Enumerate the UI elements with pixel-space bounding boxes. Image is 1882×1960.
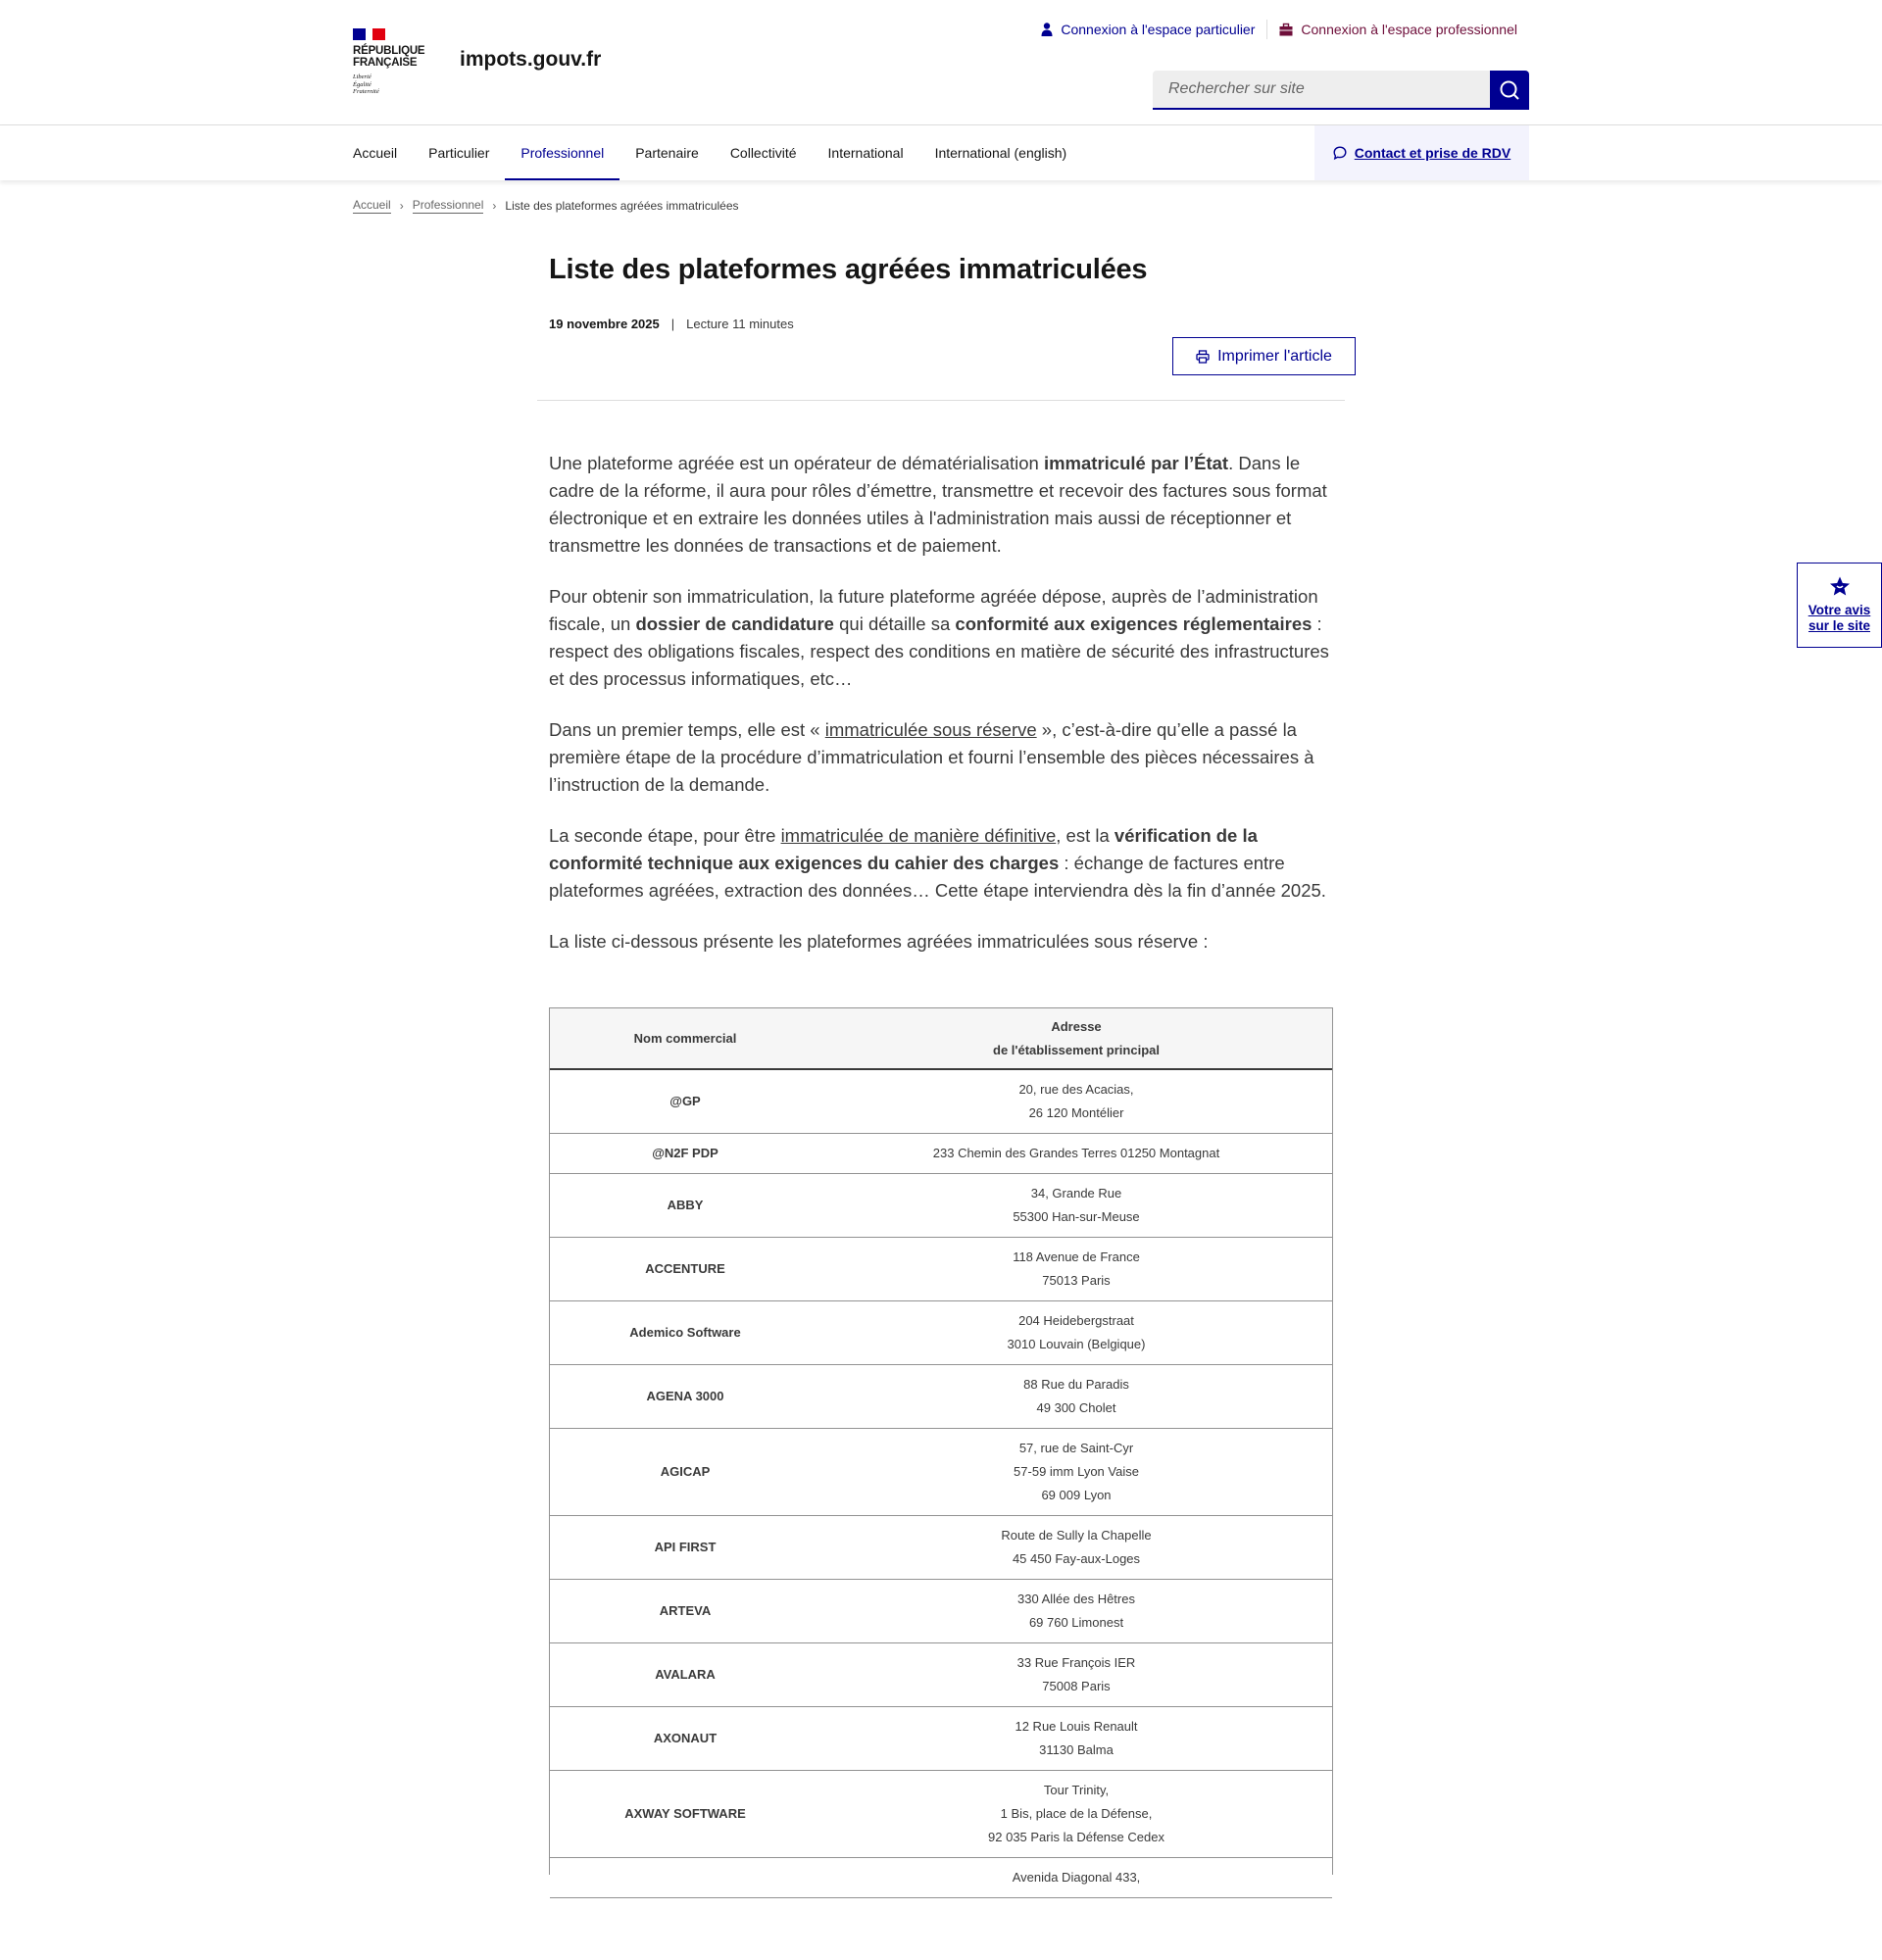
table-row (550, 1301, 1332, 1365)
nav-item-international-english[interactable]: International (english) (934, 145, 1067, 161)
cell-adresse (820, 1134, 1332, 1174)
cell-adresse (820, 1707, 1332, 1771)
text: : échange de factures entre plateformes agréées, extraction des données… Cette étape interviendra dès la fin d’année 2025. (549, 853, 1326, 901)
cell-adresse (820, 1069, 1332, 1134)
chat-bubble-icon (1333, 146, 1347, 160)
table-row (550, 1429, 1332, 1516)
breadcrumb (353, 198, 739, 214)
cell-adresse (820, 1429, 1332, 1516)
paragraph-1 (549, 450, 1339, 560)
search-button[interactable] (1490, 71, 1529, 110)
feedback-label (1808, 603, 1871, 634)
address-line: 33 Rue François IER (1016, 1655, 1136, 1670)
motto-egalite: Égalité (353, 80, 371, 88)
breadcrumb-professionnel[interactable]: Professionnel (412, 198, 484, 212)
cell-adresse (820, 1365, 1332, 1429)
cell-nom-commercial: ACCENTURE (550, 1238, 820, 1301)
table-row (550, 1707, 1332, 1771)
briefcase-icon (1279, 24, 1293, 36)
text: Pour obtenir son immatriculation, la future plateforme agréée dépose, auprès de l’administration fiscale, un (549, 586, 1318, 634)
address-line: 75013 Paris (1042, 1273, 1111, 1288)
logo-text (353, 45, 431, 69)
address-line: Avenida Diagonal 433, (1012, 1870, 1141, 1885)
address-line: 26 120 Montélier (1028, 1105, 1124, 1120)
contact-rdv-label: Contact et prise de RDV (1354, 145, 1511, 161)
cell-nom-commercial: AXONAUT (550, 1707, 820, 1771)
printer-icon (1196, 350, 1210, 364)
cell-nom-commercial: AVALARA (550, 1643, 820, 1707)
paragraph-4 (549, 822, 1339, 905)
address-line: 45 450 Fay-aux-Loges (1012, 1551, 1141, 1566)
cell-adresse (820, 1516, 1332, 1580)
table-row (550, 1238, 1332, 1301)
address-line: 204 Heidebergstraat (1018, 1313, 1134, 1328)
table-row (550, 1069, 1332, 1134)
table-row (550, 1516, 1332, 1580)
motto-fraternite: Fraternité (353, 88, 379, 95)
address-line: 92 035 Paris la Défense Cedex (988, 1830, 1164, 1844)
cell-adresse (820, 1238, 1332, 1301)
platforms-table-container (549, 1007, 1333, 1885)
bold-text: dossier de candidature (635, 613, 834, 634)
column-header-address (820, 1008, 1332, 1069)
nav-item-accueil[interactable]: Accueil (353, 145, 398, 161)
table-row (550, 1365, 1332, 1429)
main-nav (0, 125, 1882, 180)
top-links (1029, 20, 1529, 39)
cell-adresse (820, 1771, 1332, 1858)
text: . Dans le cadre de la réforme, il aura pour rôles d’émettre, transmettre et recevoir des factures sous format électronique et en extraire les données utiles à l'administration mais aussi de réceptionner et transmettre les données de transactions et de paiement. (549, 453, 1327, 556)
cell-adresse (820, 1643, 1332, 1707)
table-row (550, 1134, 1332, 1174)
paragraph-2 (549, 583, 1339, 693)
breadcrumb-accueil[interactable]: Accueil (353, 198, 391, 212)
address-line: 1 Bis, place de la Défense, (1000, 1806, 1153, 1821)
address-line: 34, Grande Rue (1030, 1186, 1122, 1200)
nav-item-international[interactable]: International (827, 145, 904, 161)
address-line: 75008 Paris (1042, 1679, 1111, 1693)
meta-separator: | (670, 317, 675, 331)
nav-items (337, 125, 1082, 180)
nav-item-collectivite[interactable]: Collectivité (729, 145, 797, 161)
address-line: 88 Rue du Paradis (1023, 1377, 1129, 1392)
table-row (550, 1580, 1332, 1643)
print-article-button[interactable] (1172, 337, 1356, 375)
cell-nom-commercial: AXWAY SOFTWARE (550, 1771, 820, 1858)
search-input[interactable] (1153, 71, 1490, 110)
cell-nom-commercial: @N2F PDP (550, 1134, 820, 1174)
text: La liste ci-dessous présente les plateformes agréées immatriculées sous réserve : (549, 931, 1209, 952)
login-professionnel-label: Connexion à l'espace professionnel (1301, 22, 1517, 37)
address-line: 118 Avenue de France (1013, 1250, 1140, 1264)
paragraph-5 (549, 928, 1339, 956)
nav-item-professionnel[interactable]: Professionnel (505, 125, 619, 180)
feedback-line-2: sur le site (1808, 618, 1870, 633)
link-immatriculee-definitive[interactable]: immatriculée de manière définitive (780, 825, 1057, 846)
address-line: 69 760 Limonest (1028, 1615, 1124, 1630)
user-icon (1041, 23, 1053, 36)
breadcrumb-current: Liste des plateformes agréées immatriculées (505, 199, 739, 213)
cell-nom-commercial: Ademico Software (550, 1301, 820, 1365)
logo-line-2: FRANÇAISE (353, 57, 418, 69)
text: qui détaille sa (833, 613, 956, 634)
nav-item-particulier[interactable]: Particulier (428, 145, 490, 161)
french-flag-icon (353, 28, 385, 40)
chevron-right-icon: › (399, 199, 404, 213)
article-meta (549, 317, 794, 331)
cell-nom-commercial (550, 1858, 820, 1898)
address-line: 330 Allée des Hêtres (1017, 1592, 1135, 1606)
address-line: Route de Sully la Chapelle (1001, 1528, 1152, 1543)
address-line: 12 Rue Louis Renault (1015, 1719, 1138, 1734)
cell-adresse (820, 1580, 1332, 1643)
text: Une plateforme agréée est un opérateur de dématérialisation (549, 453, 1044, 473)
article-date: 19 novembre 2025 (549, 317, 660, 331)
bold-text: vérification de la conformité technique aux exigences du cahier des charges (549, 825, 1258, 873)
cell-adresse (820, 1174, 1332, 1238)
feedback-widget[interactable] (1797, 563, 1882, 648)
star-icon (1829, 576, 1851, 597)
column-header-name: Nom commercial (550, 1008, 820, 1069)
login-particulier-label: Connexion à l'espace particulier (1061, 22, 1256, 37)
address-line: 20, rue des Acacias, (1018, 1082, 1134, 1097)
cell-nom-commercial: AGICAP (550, 1429, 820, 1516)
table-row (550, 1771, 1332, 1858)
bold-text: conformité aux exigences réglementaires (955, 613, 1312, 634)
platforms-table (550, 1008, 1332, 1898)
bold-text: immatriculé par l’État (1043, 453, 1229, 473)
cell-nom-commercial: API FIRST (550, 1516, 820, 1580)
cell-nom-commercial: ARTEVA (550, 1580, 820, 1643)
address-line: 31130 Balma (1039, 1742, 1114, 1757)
text: », c’est-à-dire qu’elle a passé la première étape de la procédure d’immatriculation et fourni l’ensemble des pièces nécessaires à l’instruction de la demande. (549, 719, 1314, 795)
paragraph-3 (549, 716, 1339, 799)
search-bar (1153, 71, 1529, 110)
chevron-right-icon: › (492, 199, 497, 213)
header-address-line-2: de l'établissement principal (993, 1042, 1160, 1057)
logo-line-1: RÉPUBLIQUE (353, 45, 425, 57)
address-line: 55300 Han-sur-Meuse (1013, 1209, 1140, 1224)
header-divider (537, 400, 1345, 401)
login-professionnel-link[interactable] (1267, 22, 1529, 37)
header-address-line-1: Adresse (1051, 1018, 1102, 1034)
text: La seconde étape, pour être (549, 825, 781, 846)
table-header-row (550, 1008, 1332, 1069)
site-header (0, 0, 1882, 125)
table-row (550, 1858, 1332, 1898)
address-line: 49 300 Cholet (1036, 1400, 1116, 1415)
link-immatriculee-sous-reserve[interactable]: immatriculée sous réserve (824, 719, 1037, 740)
login-particulier-link[interactable] (1029, 22, 1266, 37)
motto-liberte: Liberté (353, 74, 371, 80)
table-row (550, 1174, 1332, 1238)
address-line: 3010 Louvain (Belgique) (1007, 1337, 1146, 1351)
contact-rdv-button[interactable] (1314, 125, 1529, 180)
address-line: 69 009 Lyon (1041, 1488, 1112, 1502)
cell-nom-commercial: @GP (550, 1069, 820, 1134)
table-body (550, 1069, 1332, 1898)
page-title: Liste des plateformes agréées immatriculées (549, 254, 1148, 285)
text: Dans un premier temps, elle est « (549, 719, 825, 740)
cell-nom-commercial: ABBY (550, 1174, 820, 1238)
search-icon (1499, 79, 1520, 101)
address-line: 233 Chemin des Grandes Terres 01250 Montagnat (932, 1146, 1220, 1160)
cell-adresse (820, 1858, 1332, 1898)
reading-time: Lecture 11 minutes (686, 317, 794, 331)
table-row (550, 1643, 1332, 1707)
nav-item-partenaire[interactable]: Partenaire (635, 145, 699, 161)
print-article-label: Imprimer l'article (1217, 347, 1332, 365)
article-body (549, 450, 1339, 979)
address-line: 57-59 imm Lyon Vaise (1014, 1464, 1139, 1479)
cell-nom-commercial: AGENA 3000 (550, 1365, 820, 1429)
logo-motto (353, 74, 431, 96)
text: , est la (1056, 825, 1114, 846)
feedback-line-1: Votre avis (1808, 603, 1871, 617)
republique-francaise-logo[interactable] (353, 28, 431, 96)
site-name[interactable]: impots.gouv.fr (460, 48, 602, 71)
cell-adresse (820, 1301, 1332, 1365)
address-line: 57, rue de Saint-Cyr (1018, 1441, 1134, 1455)
text: : respect des obligations fiscales, respect des conditions en matière de sécurité des infrastructures et des processus informatiques, etc… (549, 613, 1329, 689)
address-line: Tour Trinity, (1043, 1783, 1110, 1797)
